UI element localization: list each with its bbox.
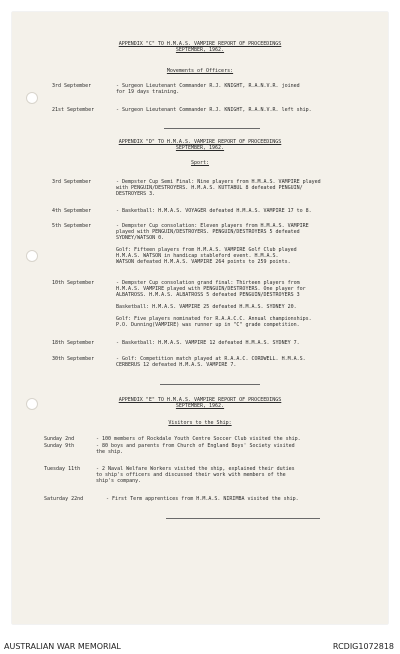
entry-date: Tuesday 11th <box>44 466 81 472</box>
entry-text: H.M.A.S. VAMPIRE played with PENGUIN/DESTROYERS. One player for <box>116 286 306 292</box>
entry-date: 21st September <box>52 107 95 113</box>
punch-hole <box>26 92 38 104</box>
entry-text: - Dempster Cup Semi Final: Nine players from H.M.A.S. VAMPIRE played <box>116 179 321 185</box>
entry-text: the ship. <box>96 449 124 455</box>
entry-text: - 80 boys and parents from Church of England Boys' Society visited <box>96 443 295 449</box>
entry-text: with PENGUIN/DESTROYERS. H.M.A.S. KUTTABUL 8 defeated PENGUIN/ <box>116 185 303 191</box>
entry-date: 18th September <box>52 340 95 346</box>
entry-text: Golf: Fifteen players from H.M.A.S. VAMPIRE Golf Club played <box>116 247 297 253</box>
entry-text: for 19 days training. <box>116 89 180 95</box>
entry-text: - Dempster Cup consolation: Eleven players from H.M.A.S. VAMPIRE <box>116 223 309 229</box>
entry-date: 10th September <box>52 280 95 286</box>
appendix-d-title: APPENDIX "D" TO H.M.A.S. VAMPIRE REPORT OF PROCEEDINGS <box>118 139 282 145</box>
entry-date: 30th September <box>52 356 95 362</box>
entry-text: ship's company. <box>96 478 142 484</box>
section-divider <box>164 128 260 129</box>
appendix-d-date: SEPTEMBER, 1962. <box>175 145 225 151</box>
entry-text: WATSON defeated H.M.A.S. VAMPIRE 264 points to 259 points. <box>116 259 291 265</box>
appendix-c-title: APPENDIX "C" TO H.M.A.S. VAMPIRE REPORT OF PROCEEDINGS <box>118 41 282 47</box>
entry-text: - 100 members of Rockdale Youth Centre Soccer Club visited the ship. <box>96 436 301 442</box>
entry-text: - Dempster Cup consolation grand final: Thirteen players from <box>116 280 300 286</box>
section-divider <box>166 518 320 519</box>
entry-text: ALBATROSS. H.M.A.S. ALBATROSS 5 defeated PENGUIN/DESTROYERS 3 <box>116 292 300 298</box>
appendix-c-date: SEPTEMBER, 1962. <box>175 47 225 53</box>
entry-text: played with PENGUIN/DESTROYERS. PENGUIN/DESTROYERS 5 defeated <box>116 229 300 235</box>
entry-text: to ship's officers and discussed their work with members of the <box>96 472 286 478</box>
entry-text: - Basketball: H.M.A.S. VOYAGER defeated H.M.A.S. VAMPIRE 17 to 8. <box>116 208 312 214</box>
entry-date: 4th September <box>52 208 92 214</box>
entry-date: 3rd September <box>52 83 92 89</box>
entry-text: - First Term apprentices from H.M.A.S. NIRIMBA visited the ship. <box>106 496 299 502</box>
entry-text: DESTROYERS 3. <box>116 191 156 197</box>
appendix-c-heading: Movements of Officers: <box>166 68 234 74</box>
appendix-e-date: SEPTEMBER, 1962. <box>175 403 225 409</box>
punch-hole <box>26 250 38 262</box>
appendix-d-heading: Sport: <box>190 160 210 166</box>
entry-date: Sunday 9th <box>44 443 75 449</box>
entry-date: Sunday 2nd <box>44 436 75 442</box>
section-divider <box>160 384 260 385</box>
entry-text: Golf: Five players nominated for R.A.A.C.C. Annual championships. <box>116 316 312 322</box>
entry-date: Saturday 22nd <box>44 496 84 502</box>
footer-id: RCDIG1072818 <box>332 642 394 651</box>
appendix-e-heading: Visitors to the Ship: <box>168 420 232 426</box>
entry-text: - 2 Naval Welfare Workers visited the ship, explained their duties <box>96 466 295 472</box>
archive-footer <box>0 638 400 654</box>
entry-date: 3rd September <box>52 179 92 185</box>
entry-text: - Golf: Competition match played at R.A.A.C. CORDWELL. H.M.A.S. <box>116 356 306 362</box>
entry-text: P.O. Dunning(VAMPIRE) was runner up in "C" grade competition. <box>116 322 300 328</box>
entry-text: H.M.A.S. WATSON in handicap stableford event. H.M.A.S. <box>116 253 279 259</box>
entry-text: SYDNEY/WATSON 0. <box>116 235 165 241</box>
appendix-e-title: APPENDIX "E" TO H.M.A.S. VAMPIRE REPORT OF PROCEEDINGS <box>118 397 282 403</box>
entry-text: Basketball: H.M.A.S. VAMPIRE 25 defeated H.M.A.S. SYDNEY 20. <box>116 304 297 310</box>
entry-text: - Basketball: H.M.A.S. VAMPIRE 12 defeated H.M.A.S. SYDNEY 7. <box>116 340 300 346</box>
entry-text: - Surgeon Lieutenant Commander R.J. KNIGHT, R.A.N.V.R. joined <box>116 83 300 89</box>
entry-text: CERBERUS 12 defeated H.M.A.S. VAMPIRE 7. <box>116 362 237 368</box>
footer-source: AUSTRALIAN WAR MEMORIAL <box>4 642 121 651</box>
entry-date: 5th September <box>52 223 92 229</box>
entry-text: - Surgeon Lieutenant Commander R.J. KNIGHT, R.A.N.V.R. left ship. <box>116 107 312 113</box>
